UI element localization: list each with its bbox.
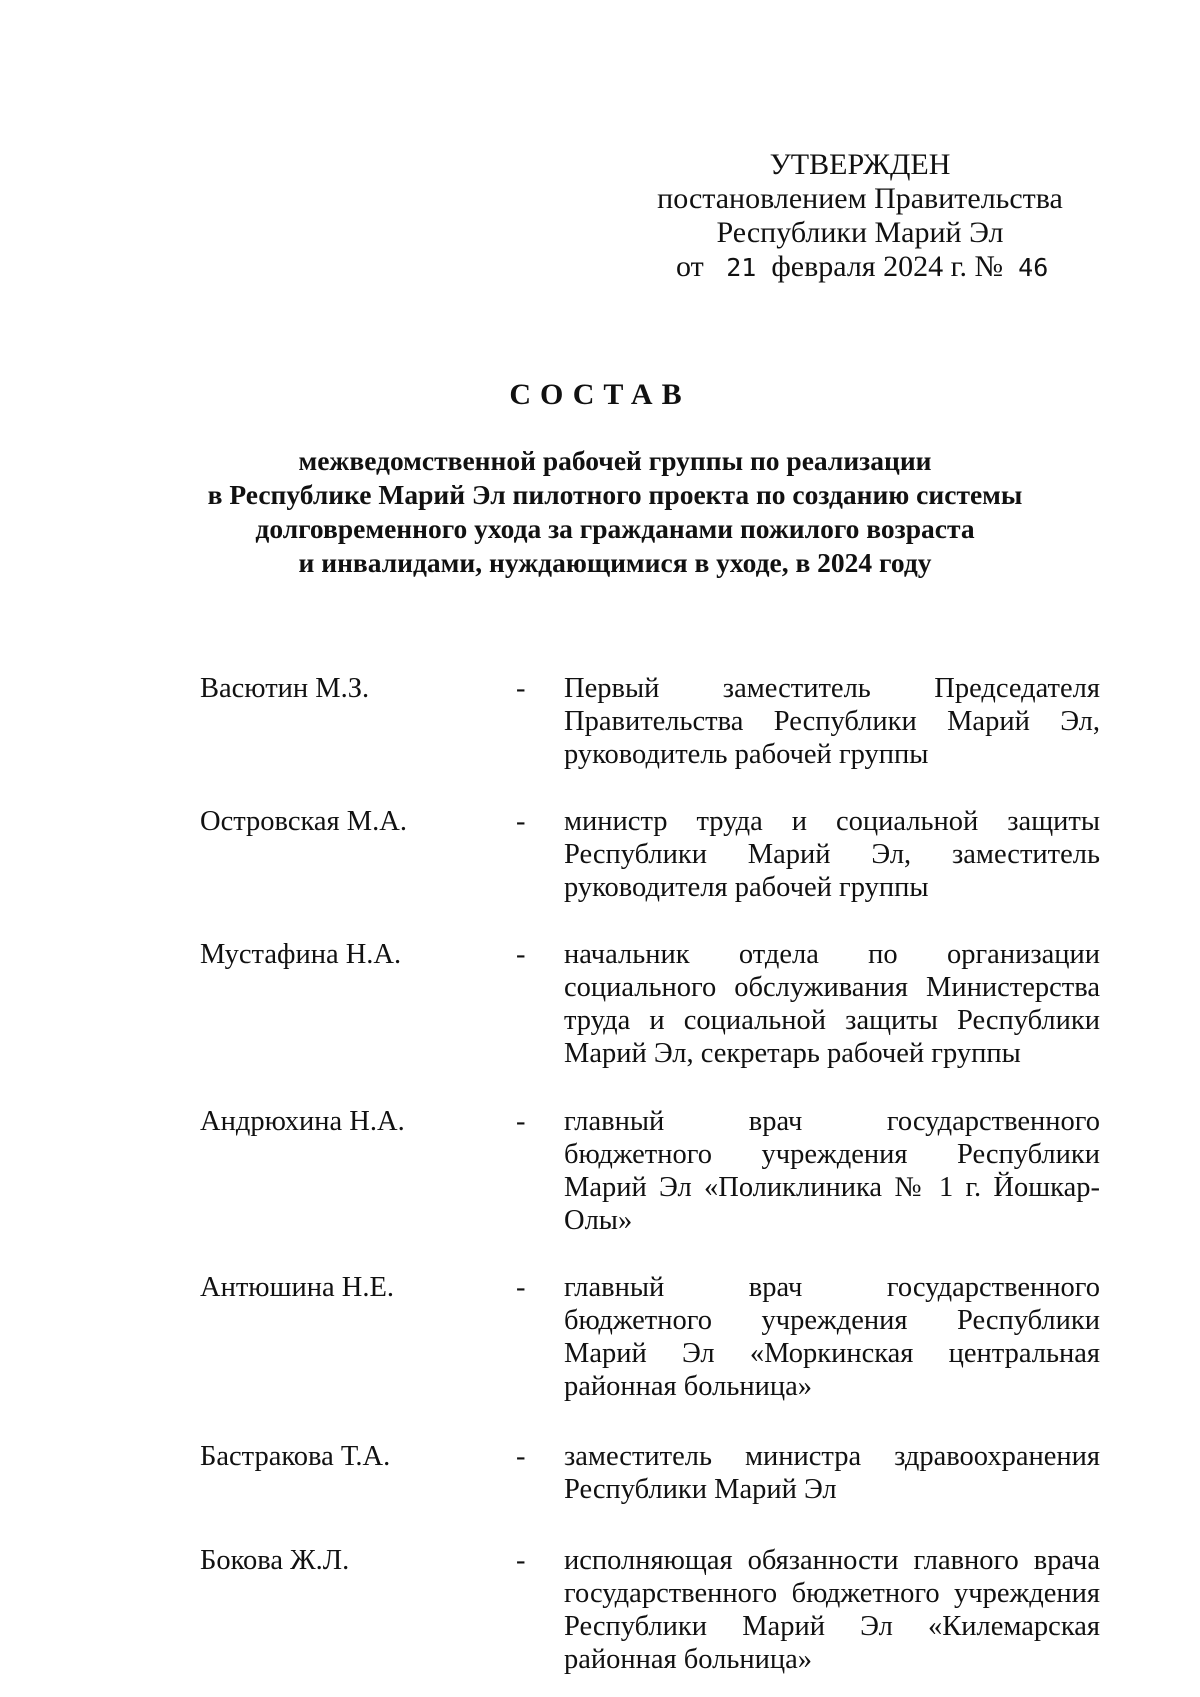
member-row [200, 1271, 1100, 1403]
subtitle-line: межведомственной рабочей группы по реализации [298, 445, 932, 476]
member-row [200, 672, 1100, 771]
member-row [200, 938, 1100, 1070]
members-list [200, 672, 1100, 1676]
member-role: исполняющая обязанности главного врача государственного бюджетного учреждения Республики Марий Эл «Килемарская районная больница» [564, 1545, 1100, 1675]
member-dash: - [516, 1272, 526, 1303]
member-role: министр труда и социальной защиты Республики Марий Эл, заместитель руководителя рабочей группы [564, 806, 1100, 903]
member-name: Бокова Ж.Л. [200, 1545, 350, 1576]
member-name: Васютин М.З. [200, 673, 370, 704]
member-role: заместитель министра здравоохранения Республики Марий Эл [564, 1441, 1100, 1505]
member-dash: - [516, 806, 526, 837]
member-row [200, 1440, 1100, 1506]
member-row [200, 1105, 1100, 1237]
member-row [200, 1544, 1100, 1676]
member-name: Бастракова Т.А. [200, 1441, 391, 1472]
date-prefix: от [676, 250, 704, 283]
document-subtitle [160, 444, 1070, 580]
subtitle-line: и инвалидами, нуждающимися в уходе, в 2024 году [298, 547, 932, 578]
document-title: СОСТАВ [509, 378, 691, 411]
subtitle-line: долговременного ухода за гражданами пожилого возраста [255, 513, 975, 544]
member-role: главный врач государственного бюджетного учреждения Республики Марий Эл «Моркинская центральная районная больница» [564, 1272, 1100, 1402]
member-name: Андрюхина Н.А. [200, 1106, 405, 1137]
member-dash: - [516, 673, 526, 704]
approval-line-1: постановлением Правительства [657, 182, 1063, 215]
member-name: Мустафина Н.А. [200, 939, 402, 970]
decree-number: 46 [1018, 253, 1049, 282]
member-dash: - [516, 1545, 526, 1576]
approval-title: УТВЕРЖДЕН [769, 148, 951, 181]
subtitle-line: в Республике Марий Эл пилотного проекта по созданию системы [207, 479, 1023, 510]
member-role: главный врач государственного бюджетного учреждения Республики Марий Эл «Поликлиника № 1 г. Йошкар-Олы» [564, 1106, 1100, 1236]
approval-block [640, 148, 1080, 285]
member-dash: - [516, 939, 526, 970]
member-row [200, 805, 1100, 904]
approval-line-2: Республики Марий Эл [716, 216, 1004, 249]
approval-date-line [640, 250, 1080, 285]
member-name: Островская М.А. [200, 806, 407, 837]
member-role: начальник отдела по организации социального обслуживания Министерства труда и социальной защиты Республики Марий Эл, секретарь рабочей группы [564, 939, 1100, 1069]
member-role: Первый заместитель Председателя Правительства Республики Марий Эл, руководитель рабочей группы [564, 673, 1100, 770]
member-dash: - [516, 1106, 526, 1137]
date-month-year: февраля 2024 г. № [771, 250, 1004, 283]
date-day: 21 [726, 253, 757, 282]
member-name: Антюшина Н.Е. [200, 1272, 395, 1303]
member-dash: - [516, 1441, 526, 1472]
